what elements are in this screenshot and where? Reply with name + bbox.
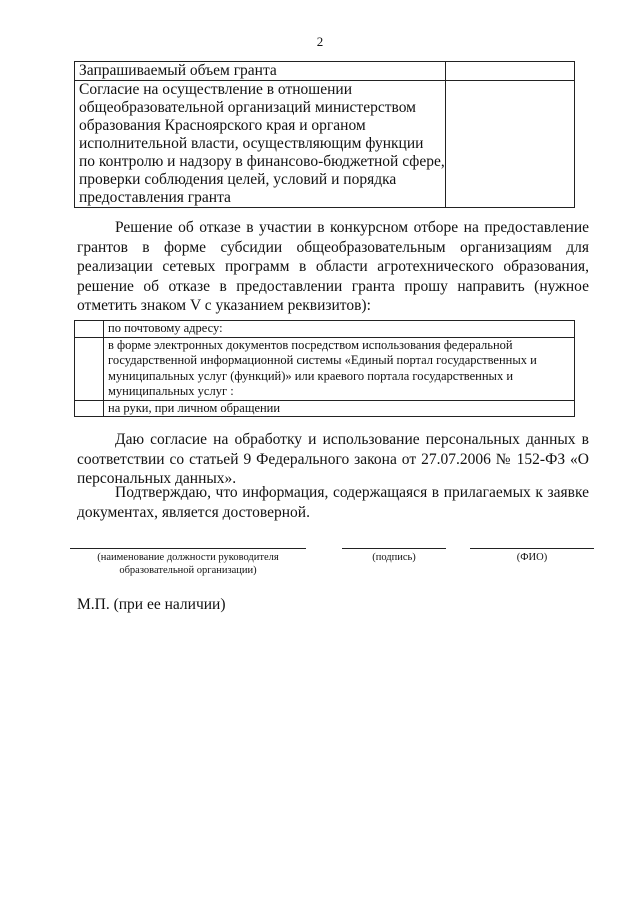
consent-control-label — [75, 81, 446, 208]
consent-control-line: общеобразовательной организаций министерством — [79, 99, 416, 116]
signature-line — [342, 548, 446, 549]
table-row — [75, 62, 575, 81]
position-caption — [70, 551, 306, 577]
page-number: 2 — [316, 34, 324, 49]
position-signature-line — [70, 548, 306, 549]
position-caption-line: образовательной организации) — [119, 565, 257, 576]
table-row — [75, 400, 575, 417]
consent-control-line: по контролю и надзору в финансово-бюджетной сфере, — [79, 153, 445, 170]
in-person-checkbox[interactable] — [75, 400, 104, 417]
consent-control-line: образования Красноярского края и органом — [79, 117, 366, 134]
grant-amount-label: Запрашиваемый объем гранта — [75, 62, 446, 81]
electronic-documents-option: в форме электронных документов посредством использования федеральной государственной информационной системы «Единый портал государственных и муниципальных услуг (функций)» или краевого портала государственных и муниципальных услуг : — [104, 337, 575, 400]
postal-address-checkbox[interactable] — [75, 321, 104, 338]
consent-control-value[interactable] — [446, 81, 575, 208]
refusal-paragraph — [77, 218, 589, 316]
consent-control-line: предоставления гранта — [79, 189, 231, 206]
refusal-paragraph-text: Решение об отказе в участии в конкурсном отборе на предоставление грантов в форме субсидии общеобразовательным организациям для реализации сетевых программ в области агротехнического образования, решение об отказе в предоставлении гранта прошу направить (нужное отметить знаком V с указанием реквизитов): — [77, 219, 589, 314]
confirm-paragraph — [77, 483, 589, 522]
name-caption: (ФИО) — [516, 552, 548, 563]
table-row — [75, 81, 575, 208]
table-row — [75, 337, 575, 400]
name-signature-line — [470, 548, 594, 549]
electronic-documents-checkbox[interactable] — [75, 337, 104, 400]
consent-paragraph — [77, 430, 589, 489]
in-person-option: на руки, при личном обращении — [104, 400, 575, 417]
signature-caption: (подпись) — [372, 552, 416, 563]
consent-control-line: проверки соблюдения целей, условий и порядка — [79, 171, 397, 188]
table-row — [75, 321, 575, 338]
position-caption-line: (наименование должности руководителя — [97, 552, 279, 563]
confirm-paragraph-text: Подтверждаю, что информация, содержащаяся в прилагаемых к заявке документах, является достоверной. — [77, 484, 589, 521]
grant-amount-value[interactable] — [446, 62, 575, 81]
consent-control-line: Согласие на осуществление в отношении — [79, 81, 352, 98]
postal-address-option: по почтовому адресу: — [104, 321, 575, 338]
consent-control-line: исполнительной власти, осуществляющим функции — [79, 135, 424, 152]
stamp-note: М.П. (при ее наличии) — [77, 596, 226, 613]
delivery-options-table — [74, 320, 575, 417]
grant-table — [74, 61, 575, 208]
consent-paragraph-text: Даю согласие на обработку и использование персональных данных в соответствии со статьей 9 Федерального закона от 27.07.2006 № 152-ФЗ «О персональных данных». — [77, 431, 589, 487]
